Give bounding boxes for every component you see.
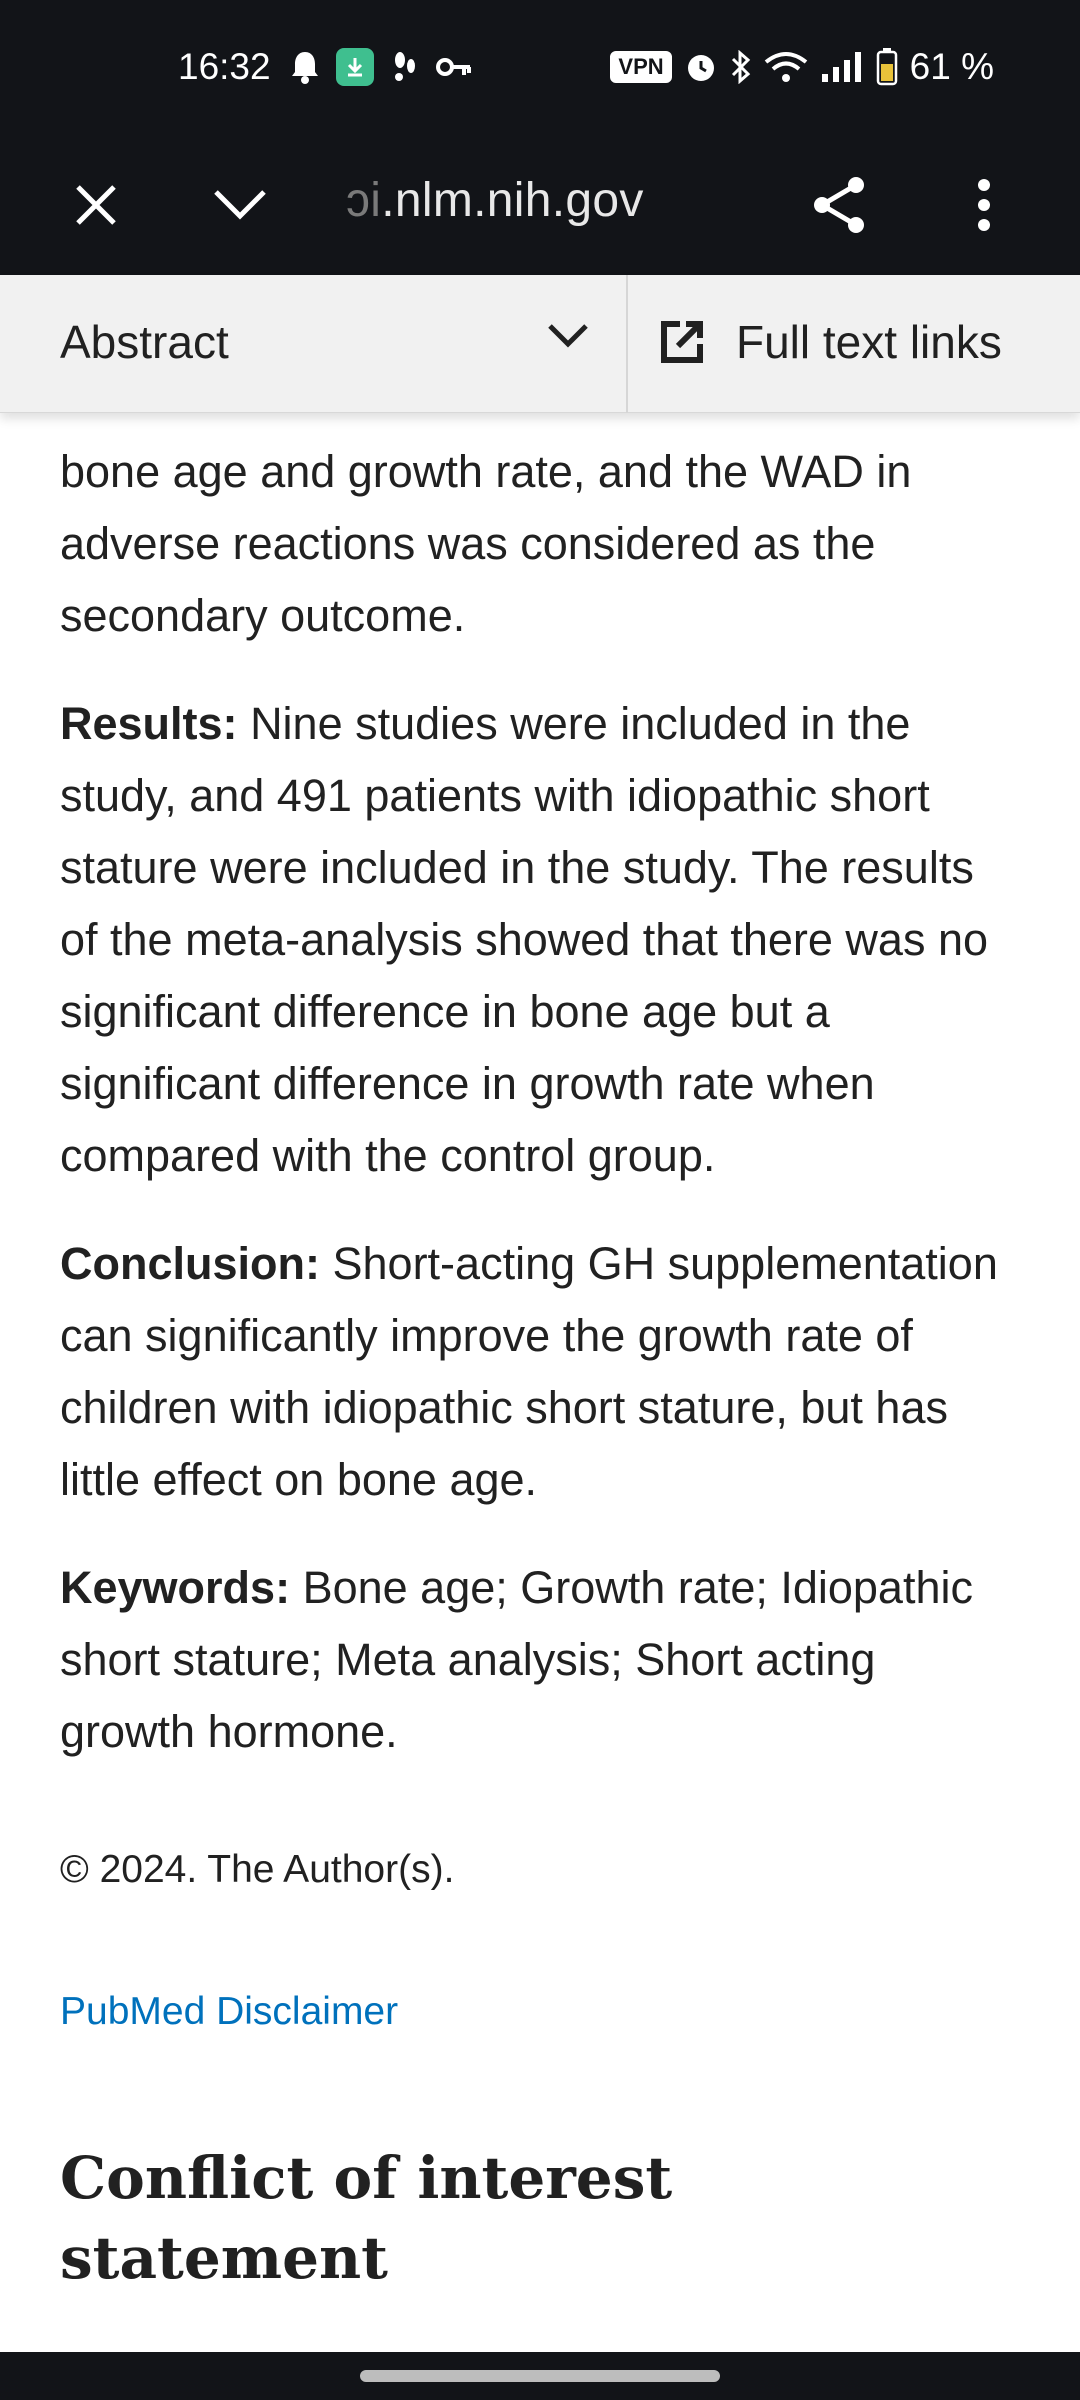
conclusion-paragraph xyxy=(60,1228,1020,1516)
section-dropdown[interactable] xyxy=(0,275,628,413)
results-text: Nine studies were included in the study, and 491 patients with idiopathic short stature were included in the study. The results of the meta-analysis showed that there was no significant difference in bone age but a significant difference in growth rate when compared with the control group. xyxy=(60,698,989,1181)
battery-icon xyxy=(876,48,898,86)
footsteps-icon xyxy=(390,50,420,84)
browser-toolbar xyxy=(0,135,1080,275)
share-icon xyxy=(810,175,870,235)
key-icon xyxy=(436,55,472,79)
methods-paragraph-tail: bone age and growth rate, and the WAD in adverse reactions was considered as the secondary outcome. xyxy=(60,446,912,641)
chevron-down-icon xyxy=(213,189,267,221)
chevron-down-icon xyxy=(546,321,590,351)
full-text-links-label: Full text links xyxy=(736,316,1002,368)
system-icons xyxy=(610,46,994,88)
more-vertical-icon xyxy=(977,179,991,231)
results-paragraph xyxy=(60,688,1020,1192)
keywords-text: Bone age; Growth rate; Idiopathic short stature; Meta analysis; Short acting growth hormone. xyxy=(60,1562,973,1757)
conclusion-text: Short-acting GH supplementation can significantly improve the growth rate of children with idiopathic short stature, but has little effect on bone age. xyxy=(60,1238,998,1505)
status-time: 16:32 xyxy=(178,46,271,87)
results-label: Results: xyxy=(60,698,238,749)
external-link-icon xyxy=(660,320,704,364)
status-bar xyxy=(0,0,1080,135)
home-handle[interactable] xyxy=(360,2370,720,2382)
minimize-tab-button[interactable] xyxy=(200,165,280,245)
more-options-button[interactable] xyxy=(944,165,1024,245)
download-icon xyxy=(336,48,374,86)
section-dropdown-label: Abstract xyxy=(60,316,229,368)
keywords-paragraph xyxy=(60,1552,1020,1768)
section-heading: Conflict of interest statement xyxy=(60,2144,673,2292)
alarm-icon xyxy=(684,50,718,84)
url-field[interactable]: ɔi.nlm.nih.gov xyxy=(346,174,644,227)
gesture-nav-bar xyxy=(0,2352,1080,2400)
sticky-section-nav xyxy=(0,275,1080,413)
wifi-icon xyxy=(764,50,808,84)
pubmed-disclaimer-link[interactable]: PubMed Disclaimer xyxy=(60,1990,399,2033)
keywords-label: Keywords: xyxy=(60,1562,291,1613)
abstract-content xyxy=(60,420,1020,2298)
bell-icon xyxy=(290,50,320,84)
full-text-links-button[interactable] xyxy=(630,275,1080,413)
signal-icon xyxy=(820,50,864,84)
close-icon xyxy=(74,183,118,227)
notification-icons xyxy=(290,48,472,86)
conclusion-label: Conclusion: xyxy=(60,1238,320,1289)
bluetooth-icon xyxy=(730,50,752,84)
battery-level: 61 % xyxy=(909,46,994,87)
close-tab-button[interactable] xyxy=(56,165,136,245)
share-button[interactable] xyxy=(800,165,880,245)
copyright-notice: © 2024. The Author(s). xyxy=(60,1848,455,1891)
vpn-badge: VPN xyxy=(610,51,671,83)
